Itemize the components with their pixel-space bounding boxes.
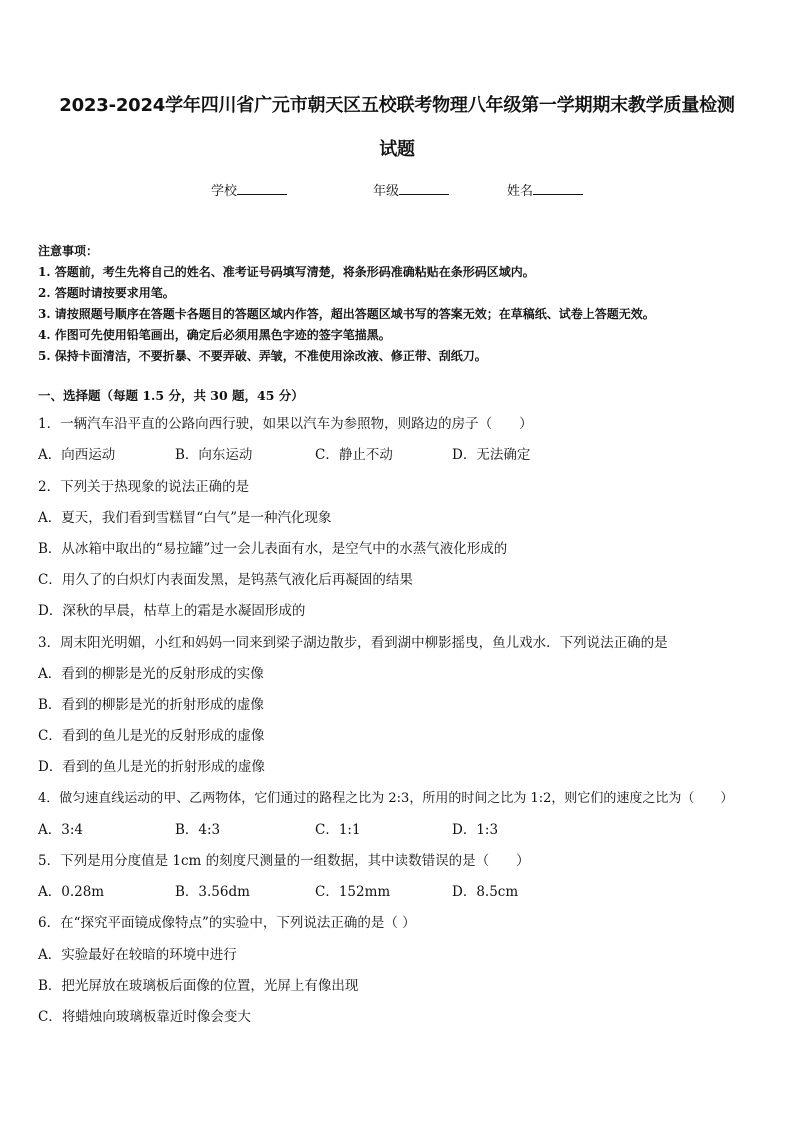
notes-heading: 注意事项：	[38, 244, 99, 258]
student-info-fields	[0, 180, 794, 200]
option-d[interactable]: D．看到的鱼儿是光的折射形成的虚像	[38, 759, 265, 775]
exam-title	[20, 84, 774, 172]
school-field[interactable]	[211, 180, 287, 199]
option-a[interactable]: A．实验最好在较暗的环境中进行	[38, 947, 237, 963]
question-stem-1: 1．一辆汽车沿平直的公路向西行驶，如果以汽车为参照物，则路边的房子（ ）	[38, 416, 533, 432]
option-d[interactable]: D．1:3	[452, 822, 499, 838]
option-b[interactable]: B．看到的柳影是光的折射形成的虚像	[38, 697, 264, 713]
option-b[interactable]: B．4:3	[175, 822, 221, 838]
section-heading: 一、选择题（每题 1.5 分，共 30 题，45 分）	[38, 388, 304, 403]
note-item: 3. 请按照题号顺序在答题卡各题目的答题区域内作答，超出答题区域书写的答案无效；在草稿纸、试卷上答题无效。	[38, 307, 655, 321]
option-b[interactable]: B．3.56dm	[175, 884, 250, 900]
grade-field[interactable]	[373, 180, 449, 199]
question-stem-4: 4．做匀速直线运动的甲、乙两物体，它们通过的路程之比为 2:3，所用的时间之比为 1:2，则它们的速度之比为（ ）	[38, 791, 734, 806]
question-options-1	[38, 445, 758, 465]
note-item: 1. 答题前，考生先将自己的姓名、准考证号码填写清楚，将条形码准确粘贴在条形码区域内。	[38, 265, 535, 279]
option-b[interactable]: B．向东运动	[175, 447, 253, 463]
option-a[interactable]: A．0.28m	[38, 884, 105, 900]
option-c[interactable]: C．1:1	[315, 822, 361, 838]
name-field[interactable]	[507, 180, 583, 199]
option-d[interactable]: D．8.5cm	[452, 884, 519, 900]
exam-title-line-1: 2023-2024学年四川省广元市朝天区五校联考物理八年级第一学期期末教学质量检测	[59, 95, 735, 116]
note-item: 2. 答题时请按要求用笔。	[38, 286, 175, 300]
exam-title-line-2: 试题	[379, 139, 415, 160]
option-b[interactable]: B．把光屏放在玻璃板后面像的位置，光屏上有像出现	[38, 978, 359, 994]
note-item: 4. 作图可先使用铅笔画出，确定后必须用黑色字迹的签字笔描黑。	[38, 328, 391, 342]
option-c[interactable]: C．静止不动	[315, 447, 393, 463]
question-stem-6: 6．在“探究平面镜成像特点”的实验中，下列说法正确的是（ ）	[38, 915, 416, 931]
note-item: 5. 保持卡面清洁，不要折暴、不要弄破、弄皱，不准使用涂改液、修正带、刮纸刀。	[38, 349, 487, 363]
option-b[interactable]: B．从冰箱中取出的“易拉罐”过一会儿表面有水，是空气中的水蒸气液化形成的	[38, 541, 508, 557]
question-stem-3: 3．周末阳光明媚，小红和妈妈一同来到梁子湖边散步，看到湖中柳影摇曳，鱼儿戏水．下列说法正确的是	[38, 635, 668, 651]
question-options-4	[38, 820, 758, 840]
question-options-5	[38, 882, 758, 902]
school-blank-line	[237, 182, 287, 195]
option-d[interactable]: D．深秋的早晨，枯草上的霜是水凝固形成的	[38, 603, 306, 619]
name-label: 姓名	[507, 184, 534, 199]
option-c[interactable]: C．152mm	[315, 884, 391, 900]
name-blank-line	[533, 182, 583, 195]
option-c[interactable]: C．看到的鱼儿是光的反射形成的虚像	[38, 728, 265, 744]
question-stem-2: 2．下列关于热现象的说法正确的是	[38, 479, 250, 495]
option-a[interactable]: A．向西运动	[38, 447, 116, 463]
option-d[interactable]: D．无法确定	[452, 447, 531, 463]
option-c[interactable]: C．将蜡烛向玻璃板靠近时像会变大	[38, 1009, 251, 1025]
option-c[interactable]: C．用久了的白炽灯内表面发黑，是钨蒸气液化后再凝固的结果	[38, 572, 413, 588]
option-a[interactable]: A．3:4	[38, 822, 83, 838]
school-label: 学校	[211, 184, 238, 199]
question-stem-5: 5．下列是用分度值是 1cm 的刻度尺测量的一组数据，其中读数错误的是（ ）	[38, 853, 530, 869]
grade-label: 年级	[373, 184, 400, 199]
notes-section	[38, 241, 768, 367]
grade-blank-line	[399, 182, 449, 195]
option-a[interactable]: A．夏天，我们看到雪糕冒“白气”是一种汽化现象	[38, 510, 332, 526]
option-a[interactable]: A．看到的柳影是光的反射形成的实像	[38, 666, 264, 682]
